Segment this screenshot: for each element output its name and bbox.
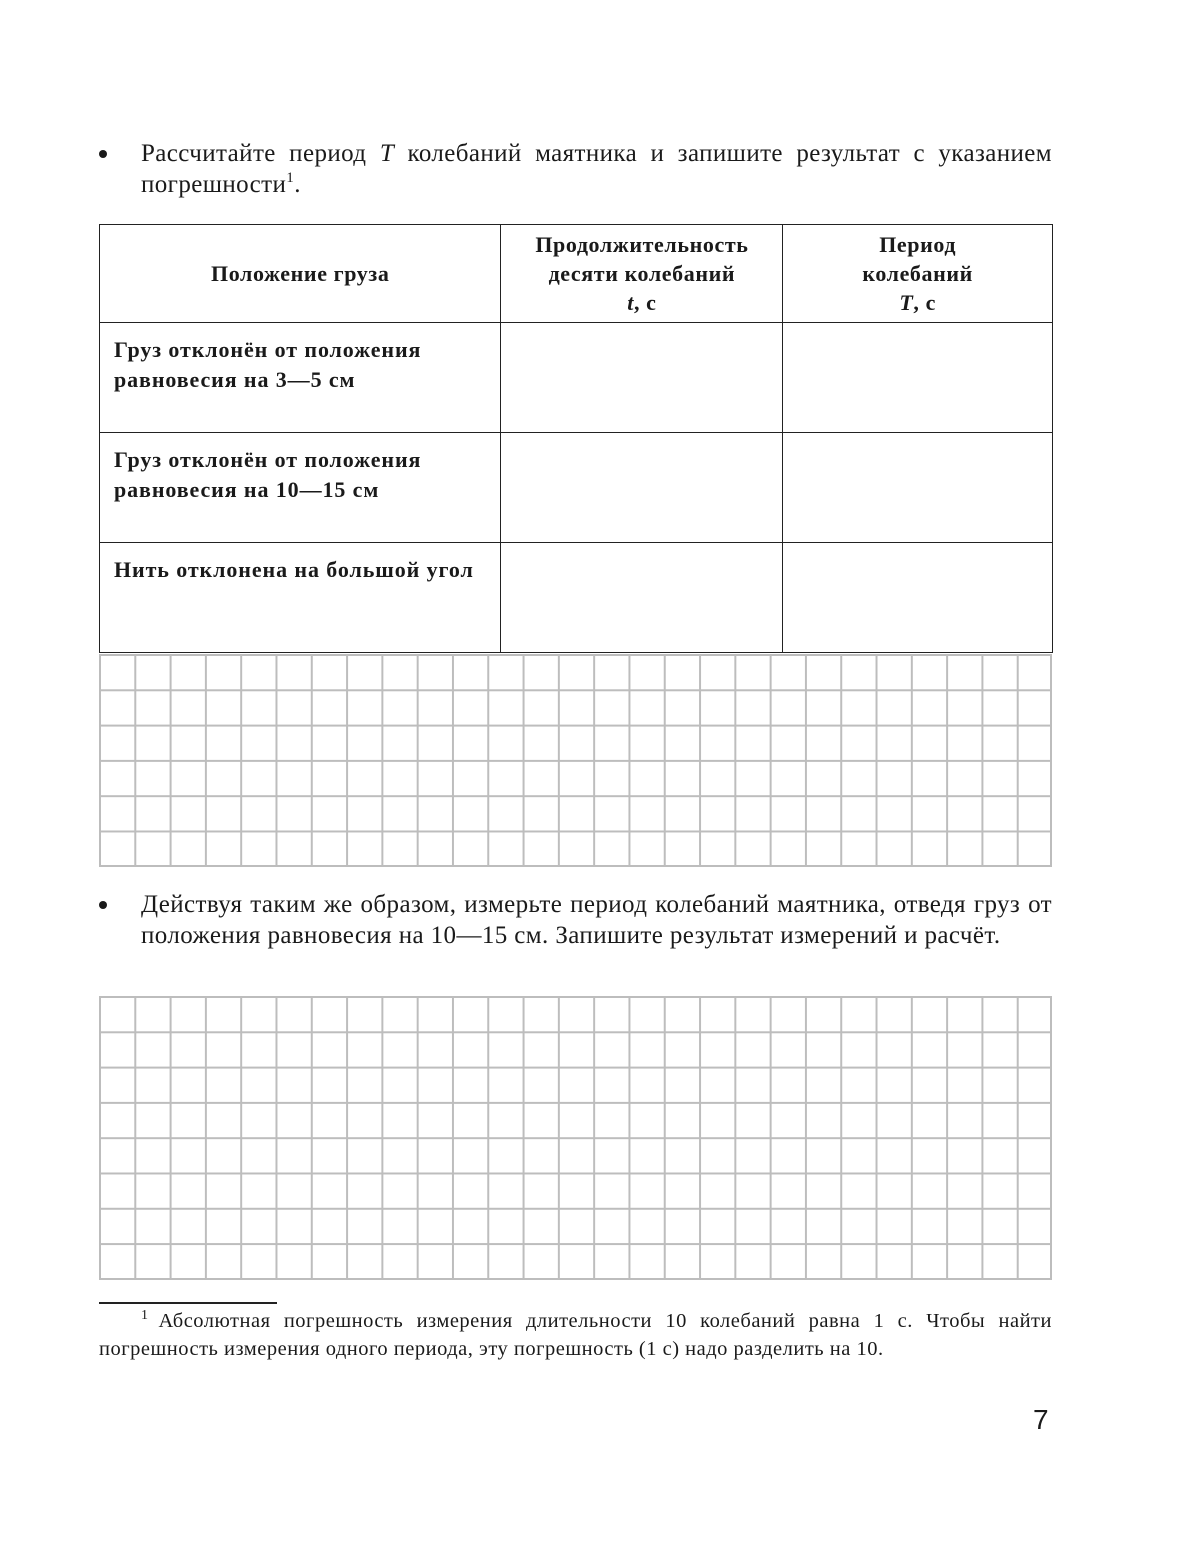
header-duration: Продолжительность десяти колебаний t, с <box>501 225 783 323</box>
measurement-table <box>99 224 1053 653</box>
table-header-row <box>100 225 1053 323</box>
graph-paper-grid-1[interactable] <box>99 654 1052 867</box>
period-symbol: T <box>379 140 395 167</box>
table-row <box>100 543 1053 653</box>
bullet-icon <box>99 901 107 909</box>
row-position-label: Груз отклонён от положения равновесия на 10—15 см <box>100 433 501 543</box>
period-input-cell[interactable] <box>783 433 1053 543</box>
table-row <box>100 433 1053 543</box>
graph-paper-grid-2[interactable] <box>99 996 1052 1280</box>
table-row <box>100 323 1053 433</box>
period-input-cell[interactable] <box>783 323 1053 433</box>
footnote-divider <box>99 1302 277 1304</box>
bullet-icon <box>99 150 107 158</box>
footnote <box>99 1307 1052 1363</box>
instruction-2-text: Действуя таким же образом, измерьте период колебаний маятника, отведя груз от положения равновесия на 10—15 см. Запишите результат измерений и расчёт. <box>141 891 1052 949</box>
page-number: 7 <box>1033 1404 1049 1435</box>
instruction-2 <box>99 889 1052 951</box>
footnote-text: Абсолютная погрешность измерения длительности 10 колебаний равна 1 с. Чтобы найти погрешность измерения одного периода, эту погрешность (1 с) надо разделить на 10. <box>99 1310 1052 1360</box>
duration-symbol: t <box>627 290 634 315</box>
footnote-ref[interactable]: 1 <box>286 170 295 186</box>
instruction-1 <box>99 138 1052 200</box>
row-position-label: Нить отклонена на большой угол <box>100 543 501 653</box>
row-position-label: Груз отклонён от положения равновесия на 3—5 см <box>100 323 501 433</box>
duration-input-cell[interactable] <box>501 433 783 543</box>
period-input-cell[interactable] <box>783 543 1053 653</box>
duration-input-cell[interactable] <box>501 543 783 653</box>
header-period: Период колебаний T, с <box>783 225 1053 323</box>
instruction-1-text: Рассчитайте период T колебаний маятника и запишите результат с указанием погрешности$^1$. <box>141 140 1052 198</box>
footnote-mark: 1 <box>141 1308 149 1323</box>
period-symbol: T <box>899 290 914 315</box>
duration-input-cell[interactable] <box>501 323 783 433</box>
header-position: Положение груза <box>100 225 501 323</box>
